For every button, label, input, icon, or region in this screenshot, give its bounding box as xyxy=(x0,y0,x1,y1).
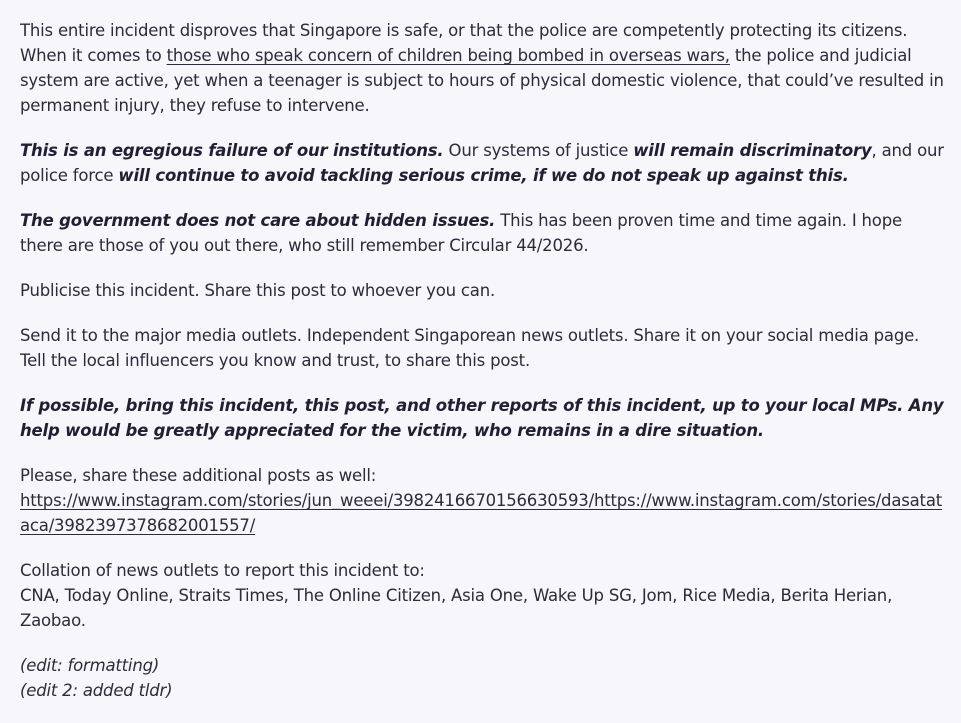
paragraph-text: , and our police force xyxy=(20,141,944,185)
edit-note: (edit 2: added tldr) xyxy=(20,681,173,700)
instagram-stories-link[interactable]: https://www.instagram.com/stories/jun_weeei/3982416670156630593/https://www.instagram.com/stories/dasatataca/3982397378682001557/ xyxy=(20,491,942,535)
paragraph-text: This has been proven time and time again. I hope there are those of you out there, who still remember Circular 44/2026. xyxy=(20,211,902,255)
emphasis-text: This is an egregious failure of our institutions. xyxy=(20,141,444,160)
outlets-list: CNA, Today Online, Straits Times, The Online Citizen, Asia One, Wake Up SG, Jom, Rice Media, Berita Herian, Zaobao. xyxy=(20,586,893,630)
post-body xyxy=(20,18,945,723)
emphasis-text: will continue to avoid tackling serious crime, if we do not speak up against this. xyxy=(118,166,849,185)
paragraph-publicise: Publicise this incident. Share this post to whoever you can. xyxy=(20,281,495,300)
paragraph-text: the police and judicial system are active, yet when a teenager is subject to hours of physical domestic violence, that could’ve resulted in permanent injury, they refuse to intervene. xyxy=(20,46,944,115)
paragraph-text: This entire incident disproves that Singapore is safe, or that the police are competently protecting its citizens. When it comes to xyxy=(20,21,908,65)
paragraph-incident xyxy=(20,18,945,118)
paragraph-additional-posts xyxy=(20,463,945,538)
paragraph-government xyxy=(20,208,945,258)
paragraph-institutions xyxy=(20,138,945,188)
paragraph-media: Send it to the major media outlets. Independent Singaporean news outlets. Share it on your social media page. Tell the local influencers you know and trust, to share this post. xyxy=(20,326,920,370)
paragraph-text: Our systems of justice xyxy=(443,141,634,160)
emphasis-text: The government does not care about hidden issues. xyxy=(20,211,496,230)
paragraph-mps: If possible, bring this incident, this post, and other reports of this incident, up to your local MPs. Any help would be greatly appreciated for the victim, who remains in a dire situation. xyxy=(20,396,944,440)
outlets-heading: Collation of news outlets to report this incident to: xyxy=(20,561,425,580)
paragraph-news-outlets xyxy=(20,558,945,633)
paragraph-text: Please, share these additional posts as well: xyxy=(20,466,377,485)
overseas-wars-link[interactable]: those who speak concern of children being bombed in overseas wars, xyxy=(166,46,730,65)
emphasis-text: will remain discriminatory xyxy=(633,141,872,160)
edit-notes xyxy=(20,653,945,703)
edit-note: (edit: formatting) xyxy=(20,656,160,675)
